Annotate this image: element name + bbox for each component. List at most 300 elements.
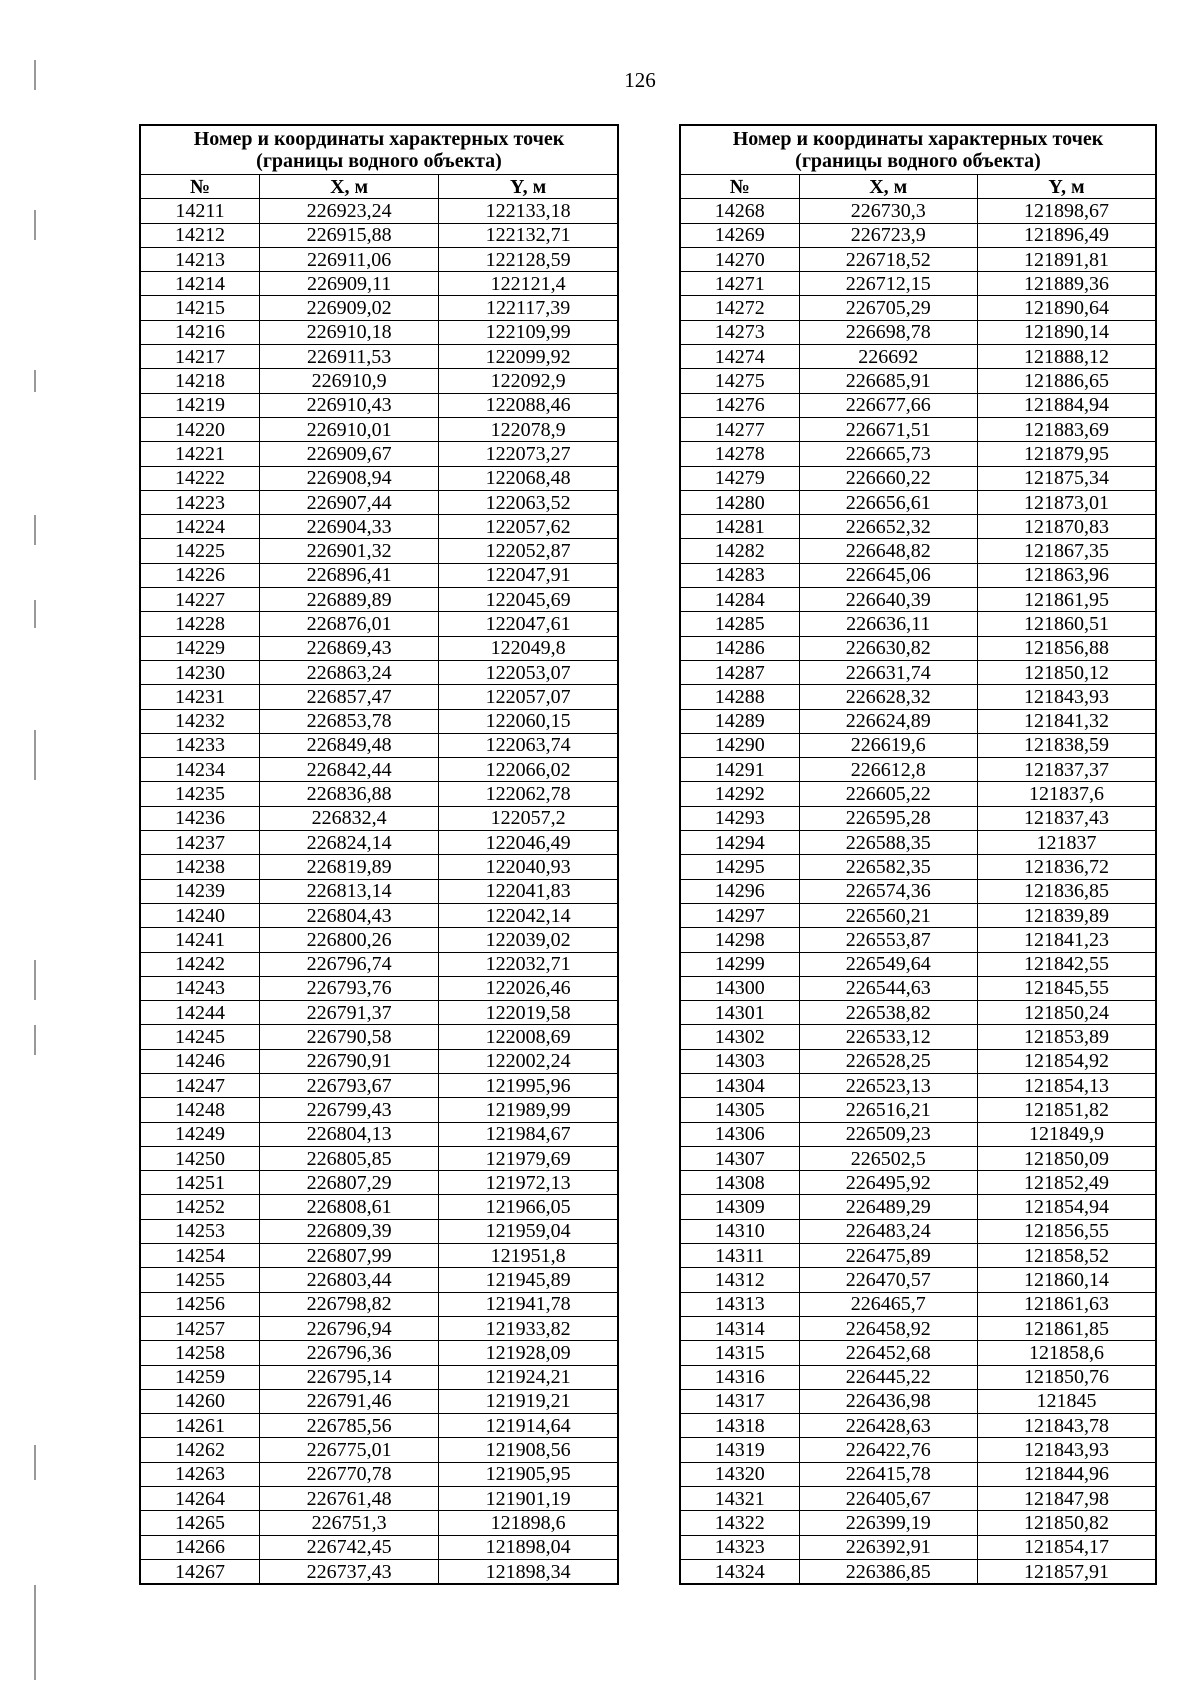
table-row	[140, 320, 618, 344]
y-coordinate-cell: 121838,59	[978, 733, 1157, 757]
x-coordinate-cell: 226808,61	[260, 1195, 439, 1219]
point-number-cell: 14241	[140, 928, 260, 952]
scan-margin-mark	[34, 1445, 36, 1480]
x-coordinate-cell: 226869,43	[260, 636, 439, 660]
scan-margin-mark	[34, 60, 36, 90]
point-number-cell: 14305	[680, 1098, 799, 1122]
table-row	[140, 1292, 618, 1316]
y-coordinate-cell: 121863,96	[978, 563, 1157, 587]
point-number-cell: 14297	[680, 903, 799, 927]
point-number-cell: 14272	[680, 296, 799, 320]
table-row	[140, 612, 618, 636]
x-coordinate-cell: 226730,3	[799, 199, 978, 223]
point-number-cell: 14322	[680, 1511, 799, 1535]
x-coordinate-cell: 226612,8	[799, 758, 978, 782]
x-coordinate-cell: 226523,13	[799, 1073, 978, 1097]
y-coordinate-cell: 121873,01	[978, 490, 1157, 514]
x-coordinate-cell: 226502,5	[799, 1146, 978, 1170]
x-coordinate-cell: 226660,22	[799, 466, 978, 490]
table-row	[140, 733, 618, 757]
x-coordinate-cell: 226495,92	[799, 1171, 978, 1195]
point-number-cell: 14320	[680, 1462, 799, 1486]
x-coordinate-cell: 226605,22	[799, 782, 978, 806]
table-row	[680, 1073, 1156, 1097]
table-row	[680, 369, 1156, 393]
y-coordinate-cell: 121836,85	[978, 879, 1157, 903]
y-coordinate-cell: 121854,17	[978, 1535, 1157, 1559]
x-coordinate-cell: 226470,57	[799, 1268, 978, 1292]
scan-margin-mark	[34, 210, 36, 240]
point-number-cell: 14300	[680, 976, 799, 1000]
y-coordinate-cell: 121979,69	[439, 1146, 618, 1170]
table-row	[680, 855, 1156, 879]
point-number-cell: 14284	[680, 588, 799, 612]
y-coordinate-cell: 122073,27	[439, 442, 618, 466]
y-coordinate-cell: 121861,85	[978, 1316, 1157, 1340]
y-coordinate-cell: 121841,23	[978, 928, 1157, 952]
point-number-cell: 14323	[680, 1535, 799, 1559]
point-number-cell: 14280	[680, 490, 799, 514]
table-title-line1: Номер и координаты характерных точек	[732, 128, 1104, 150]
table-row	[680, 1001, 1156, 1025]
y-coordinate-cell: 121837,6	[978, 782, 1157, 806]
x-coordinate-cell: 226809,39	[260, 1219, 439, 1243]
point-number-cell: 14228	[140, 612, 260, 636]
y-coordinate-cell: 121850,09	[978, 1146, 1157, 1170]
x-coordinate-cell: 226911,06	[260, 247, 439, 271]
x-coordinate-cell: 226795,14	[260, 1365, 439, 1389]
y-coordinate-cell: 122019,58	[439, 1001, 618, 1025]
table-row	[140, 1122, 618, 1146]
point-number-cell: 14304	[680, 1073, 799, 1097]
point-number-cell: 14260	[140, 1389, 260, 1413]
point-number-cell: 14319	[680, 1438, 799, 1462]
y-coordinate-cell: 122040,93	[439, 855, 618, 879]
table-row	[680, 563, 1156, 587]
point-number-cell: 14306	[680, 1122, 799, 1146]
x-coordinate-cell: 226849,48	[260, 733, 439, 757]
point-number-cell: 14261	[140, 1414, 260, 1438]
y-coordinate-cell: 121860,51	[978, 612, 1157, 636]
point-number-cell: 14315	[680, 1341, 799, 1365]
point-number-cell: 14275	[680, 369, 799, 393]
y-coordinate-cell: 121945,89	[439, 1268, 618, 1292]
y-coordinate-cell: 121898,04	[439, 1535, 618, 1559]
point-number-cell: 14281	[680, 515, 799, 539]
x-coordinate-cell: 226923,24	[260, 199, 439, 223]
y-coordinate-cell: 121850,24	[978, 1001, 1157, 1025]
table-row	[140, 879, 618, 903]
point-number-cell: 14230	[140, 660, 260, 684]
point-number-cell: 14318	[680, 1414, 799, 1438]
point-number-cell: 14301	[680, 1001, 799, 1025]
point-number-cell: 14295	[680, 855, 799, 879]
y-coordinate-cell: 121875,34	[978, 466, 1157, 490]
x-coordinate-cell: 226645,06	[799, 563, 978, 587]
point-number-cell: 14291	[680, 758, 799, 782]
point-number-cell: 14285	[680, 612, 799, 636]
table-row	[140, 442, 618, 466]
point-number-cell: 14317	[680, 1389, 799, 1413]
table-row	[680, 515, 1156, 539]
point-number-cell: 14264	[140, 1487, 260, 1511]
point-number-cell: 14229	[140, 636, 260, 660]
point-number-cell: 14277	[680, 417, 799, 441]
x-coordinate-cell: 226770,78	[260, 1462, 439, 1486]
table-row	[140, 1341, 618, 1365]
point-number-cell: 14216	[140, 320, 260, 344]
point-number-cell: 14312	[680, 1268, 799, 1292]
table-row	[680, 733, 1156, 757]
y-coordinate-cell: 121919,21	[439, 1389, 618, 1413]
table-row	[140, 1389, 618, 1413]
table-row	[680, 1219, 1156, 1243]
table-row	[140, 1001, 618, 1025]
y-coordinate-cell: 122117,39	[439, 296, 618, 320]
x-coordinate-cell: 226796,74	[260, 952, 439, 976]
x-coordinate-cell: 226800,26	[260, 928, 439, 952]
x-coordinate-cell: 226793,76	[260, 976, 439, 1000]
y-coordinate-cell: 121888,12	[978, 345, 1157, 369]
point-number-cell: 14232	[140, 709, 260, 733]
x-coordinate-cell: 226405,67	[799, 1487, 978, 1511]
x-coordinate-cell: 226813,14	[260, 879, 439, 903]
y-coordinate-cell: 121836,72	[978, 855, 1157, 879]
x-coordinate-cell: 226553,87	[799, 928, 978, 952]
scan-margin-mark	[34, 960, 36, 1000]
table-title-line2: (границы водного объекта)	[256, 150, 502, 172]
table-row	[140, 1268, 618, 1292]
point-number-cell: 14268	[680, 199, 799, 223]
table-row	[680, 1316, 1156, 1340]
y-coordinate-cell: 121896,49	[978, 223, 1157, 247]
point-number-cell: 14215	[140, 296, 260, 320]
table-row	[680, 1389, 1156, 1413]
y-coordinate-cell: 122121,4	[439, 272, 618, 296]
coordinates-table-left	[139, 124, 619, 1585]
y-coordinate-cell: 121849,9	[978, 1122, 1157, 1146]
point-number-cell: 14266	[140, 1535, 260, 1559]
table-row	[680, 879, 1156, 903]
table-row	[680, 1098, 1156, 1122]
y-coordinate-cell: 121966,05	[439, 1195, 618, 1219]
table-row	[140, 1414, 618, 1438]
point-number-cell: 14324	[680, 1559, 799, 1584]
x-coordinate-cell: 226422,76	[799, 1438, 978, 1462]
x-coordinate-cell: 226910,01	[260, 417, 439, 441]
point-number-cell: 14294	[680, 831, 799, 855]
table-row	[680, 612, 1156, 636]
table-row	[140, 296, 618, 320]
table-row	[680, 1146, 1156, 1170]
point-number-cell: 14278	[680, 442, 799, 466]
x-coordinate-cell: 226630,82	[799, 636, 978, 660]
y-coordinate-cell: 121898,6	[439, 1511, 618, 1535]
table-title	[140, 125, 618, 175]
y-coordinate-cell: 122046,49	[439, 831, 618, 855]
column-header-y: Y, м	[439, 175, 618, 199]
point-number-cell: 14289	[680, 709, 799, 733]
y-coordinate-cell: 121856,55	[978, 1219, 1157, 1243]
column-header-number: №	[140, 175, 260, 199]
point-number-cell: 14267	[140, 1559, 260, 1584]
table-row	[140, 1559, 618, 1584]
point-number-cell: 14220	[140, 417, 260, 441]
column-header-y: Y, м	[978, 175, 1157, 199]
x-coordinate-cell: 226804,43	[260, 903, 439, 927]
x-coordinate-cell: 226436,98	[799, 1389, 978, 1413]
table-row	[140, 1171, 618, 1195]
y-coordinate-cell: 121845,55	[978, 976, 1157, 1000]
y-coordinate-cell: 121995,96	[439, 1073, 618, 1097]
point-number-cell: 14227	[140, 588, 260, 612]
point-number-cell: 14211	[140, 199, 260, 223]
y-coordinate-cell: 121845	[978, 1389, 1157, 1413]
y-coordinate-cell: 121889,36	[978, 272, 1157, 296]
column-header-number: №	[680, 175, 799, 199]
table-row	[140, 563, 618, 587]
point-number-cell: 14286	[680, 636, 799, 660]
x-coordinate-cell: 226807,99	[260, 1244, 439, 1268]
x-coordinate-cell: 226516,21	[799, 1098, 978, 1122]
table-row	[140, 806, 618, 830]
point-number-cell: 14217	[140, 345, 260, 369]
x-coordinate-cell: 226458,92	[799, 1316, 978, 1340]
y-coordinate-cell: 121858,6	[978, 1341, 1157, 1365]
x-coordinate-cell: 226737,43	[260, 1559, 439, 1584]
table-row	[680, 1268, 1156, 1292]
point-number-cell: 14311	[680, 1244, 799, 1268]
y-coordinate-cell: 121989,99	[439, 1098, 618, 1122]
x-coordinate-cell: 226692	[799, 345, 978, 369]
y-coordinate-cell: 122049,8	[439, 636, 618, 660]
y-coordinate-cell: 121852,49	[978, 1171, 1157, 1195]
x-coordinate-cell: 226742,45	[260, 1535, 439, 1559]
point-number-cell: 14238	[140, 855, 260, 879]
table-title-line2: (границы водного объекта)	[795, 150, 1041, 172]
y-coordinate-cell: 121847,98	[978, 1487, 1157, 1511]
y-coordinate-cell: 121837,43	[978, 806, 1157, 830]
point-number-cell: 14298	[680, 928, 799, 952]
x-coordinate-cell: 226904,33	[260, 515, 439, 539]
point-number-cell: 14251	[140, 1171, 260, 1195]
point-number-cell: 14250	[140, 1146, 260, 1170]
point-number-cell: 14283	[680, 563, 799, 587]
point-number-cell: 14218	[140, 369, 260, 393]
x-coordinate-cell: 226582,35	[799, 855, 978, 879]
x-coordinate-cell: 226799,43	[260, 1098, 439, 1122]
table-row	[140, 685, 618, 709]
point-number-cell: 14309	[680, 1195, 799, 1219]
table-row	[680, 466, 1156, 490]
x-coordinate-cell: 226896,41	[260, 563, 439, 587]
table-row	[680, 660, 1156, 684]
y-coordinate-cell: 122042,14	[439, 903, 618, 927]
y-coordinate-cell: 121854,92	[978, 1049, 1157, 1073]
table-row	[140, 976, 618, 1000]
table-row	[680, 272, 1156, 296]
x-coordinate-cell: 226796,94	[260, 1316, 439, 1340]
point-number-cell: 14256	[140, 1292, 260, 1316]
table-row	[140, 1219, 618, 1243]
x-coordinate-cell: 226386,85	[799, 1559, 978, 1584]
point-number-cell: 14212	[140, 223, 260, 247]
y-coordinate-cell: 121857,91	[978, 1559, 1157, 1584]
table-row	[680, 1049, 1156, 1073]
point-number-cell: 14255	[140, 1268, 260, 1292]
x-coordinate-cell: 226677,66	[799, 393, 978, 417]
scan-margin-mark	[34, 730, 36, 780]
scan-margin-mark	[34, 1585, 36, 1680]
point-number-cell: 14307	[680, 1146, 799, 1170]
y-coordinate-cell: 122060,15	[439, 709, 618, 733]
table-row	[140, 345, 618, 369]
page-number: 126	[624, 68, 656, 92]
y-coordinate-cell: 122047,91	[439, 563, 618, 587]
y-coordinate-cell: 122063,52	[439, 490, 618, 514]
x-coordinate-cell: 226631,74	[799, 660, 978, 684]
y-coordinate-cell: 121901,19	[439, 1487, 618, 1511]
y-coordinate-cell: 121839,89	[978, 903, 1157, 927]
y-coordinate-cell: 121879,95	[978, 442, 1157, 466]
y-coordinate-cell: 121851,82	[978, 1098, 1157, 1122]
table-title	[680, 125, 1156, 175]
table-row	[140, 636, 618, 660]
x-coordinate-cell: 226415,78	[799, 1462, 978, 1486]
y-coordinate-cell: 121867,35	[978, 539, 1157, 563]
table-row	[680, 903, 1156, 927]
x-coordinate-cell: 226790,58	[260, 1025, 439, 1049]
point-number-cell: 14321	[680, 1487, 799, 1511]
y-coordinate-cell: 121841,32	[978, 709, 1157, 733]
x-coordinate-cell: 226712,15	[799, 272, 978, 296]
x-coordinate-cell: 226832,4	[260, 806, 439, 830]
point-number-cell: 14279	[680, 466, 799, 490]
y-coordinate-cell: 121850,76	[978, 1365, 1157, 1389]
y-coordinate-cell: 122032,71	[439, 952, 618, 976]
scan-margin-mark	[34, 1025, 36, 1055]
point-number-cell: 14273	[680, 320, 799, 344]
y-coordinate-cell: 121884,94	[978, 393, 1157, 417]
x-coordinate-cell: 226445,22	[799, 1365, 978, 1389]
y-coordinate-cell: 122052,87	[439, 539, 618, 563]
y-coordinate-cell: 122109,99	[439, 320, 618, 344]
x-coordinate-cell: 226528,25	[799, 1049, 978, 1073]
table-row	[680, 758, 1156, 782]
x-coordinate-cell: 226910,9	[260, 369, 439, 393]
point-number-cell: 14246	[140, 1049, 260, 1073]
table-row	[140, 660, 618, 684]
y-coordinate-cell: 122053,07	[439, 660, 618, 684]
table-row	[140, 903, 618, 927]
y-coordinate-cell: 121837	[978, 831, 1157, 855]
y-coordinate-cell: 121850,82	[978, 1511, 1157, 1535]
x-coordinate-cell: 226876,01	[260, 612, 439, 636]
y-coordinate-cell: 121860,14	[978, 1268, 1157, 1292]
point-number-cell: 14213	[140, 247, 260, 271]
table-row	[680, 296, 1156, 320]
x-coordinate-cell: 226804,13	[260, 1122, 439, 1146]
y-coordinate-cell: 122041,83	[439, 879, 618, 903]
table-row	[680, 1438, 1156, 1462]
table-row	[140, 709, 618, 733]
table-row	[680, 1195, 1156, 1219]
table-row	[680, 1292, 1156, 1316]
table-row	[140, 1462, 618, 1486]
table-row	[140, 1487, 618, 1511]
table-row	[680, 1487, 1156, 1511]
y-coordinate-cell: 121984,67	[439, 1122, 618, 1146]
table-row	[680, 1365, 1156, 1389]
table-row	[140, 952, 618, 976]
table-row	[680, 831, 1156, 855]
table-row	[140, 1244, 618, 1268]
table-title-line1: Номер и координаты характерных точек	[193, 128, 565, 150]
table-row	[680, 442, 1156, 466]
y-coordinate-cell: 122133,18	[439, 199, 618, 223]
point-number-cell: 14247	[140, 1073, 260, 1097]
table-row	[140, 272, 618, 296]
scan-margin-mark	[34, 515, 36, 545]
y-coordinate-cell: 122068,48	[439, 466, 618, 490]
y-coordinate-cell: 121844,96	[978, 1462, 1157, 1486]
point-number-cell: 14288	[680, 685, 799, 709]
y-coordinate-cell: 121928,09	[439, 1341, 618, 1365]
x-coordinate-cell: 226718,52	[799, 247, 978, 271]
point-number-cell: 14282	[680, 539, 799, 563]
point-number-cell: 14292	[680, 782, 799, 806]
y-coordinate-cell: 121914,64	[439, 1414, 618, 1438]
y-coordinate-cell: 121959,04	[439, 1219, 618, 1243]
table-row	[680, 709, 1156, 733]
point-number-cell: 14237	[140, 831, 260, 855]
y-coordinate-cell: 122066,02	[439, 758, 618, 782]
point-number-cell: 14303	[680, 1049, 799, 1073]
y-coordinate-cell: 122047,61	[439, 612, 618, 636]
x-coordinate-cell: 226793,67	[260, 1073, 439, 1097]
x-coordinate-cell: 226685,91	[799, 369, 978, 393]
x-coordinate-cell: 226560,21	[799, 903, 978, 927]
table-row	[140, 831, 618, 855]
x-coordinate-cell: 226791,46	[260, 1389, 439, 1413]
point-number-cell: 14252	[140, 1195, 260, 1219]
y-coordinate-cell: 122008,69	[439, 1025, 618, 1049]
point-number-cell: 14223	[140, 490, 260, 514]
table-row	[680, 539, 1156, 563]
table-row	[140, 1049, 618, 1073]
table-row	[140, 466, 618, 490]
point-number-cell: 14234	[140, 758, 260, 782]
y-coordinate-cell: 121854,13	[978, 1073, 1157, 1097]
table-row	[140, 782, 618, 806]
x-coordinate-cell: 226909,02	[260, 296, 439, 320]
y-coordinate-cell: 121850,12	[978, 660, 1157, 684]
y-coordinate-cell: 121870,83	[978, 515, 1157, 539]
x-coordinate-cell: 226465,7	[799, 1292, 978, 1316]
table-row	[680, 1462, 1156, 1486]
x-coordinate-cell: 226803,44	[260, 1268, 439, 1292]
point-number-cell: 14263	[140, 1462, 260, 1486]
x-coordinate-cell: 226819,89	[260, 855, 439, 879]
point-number-cell: 14219	[140, 393, 260, 417]
y-coordinate-cell: 121842,55	[978, 952, 1157, 976]
point-number-cell: 14248	[140, 1098, 260, 1122]
table-row	[680, 345, 1156, 369]
y-coordinate-cell: 121843,93	[978, 1438, 1157, 1462]
coordinates-table-right	[679, 124, 1157, 1585]
y-coordinate-cell: 122088,46	[439, 393, 618, 417]
column-header-x: X, м	[799, 175, 978, 199]
